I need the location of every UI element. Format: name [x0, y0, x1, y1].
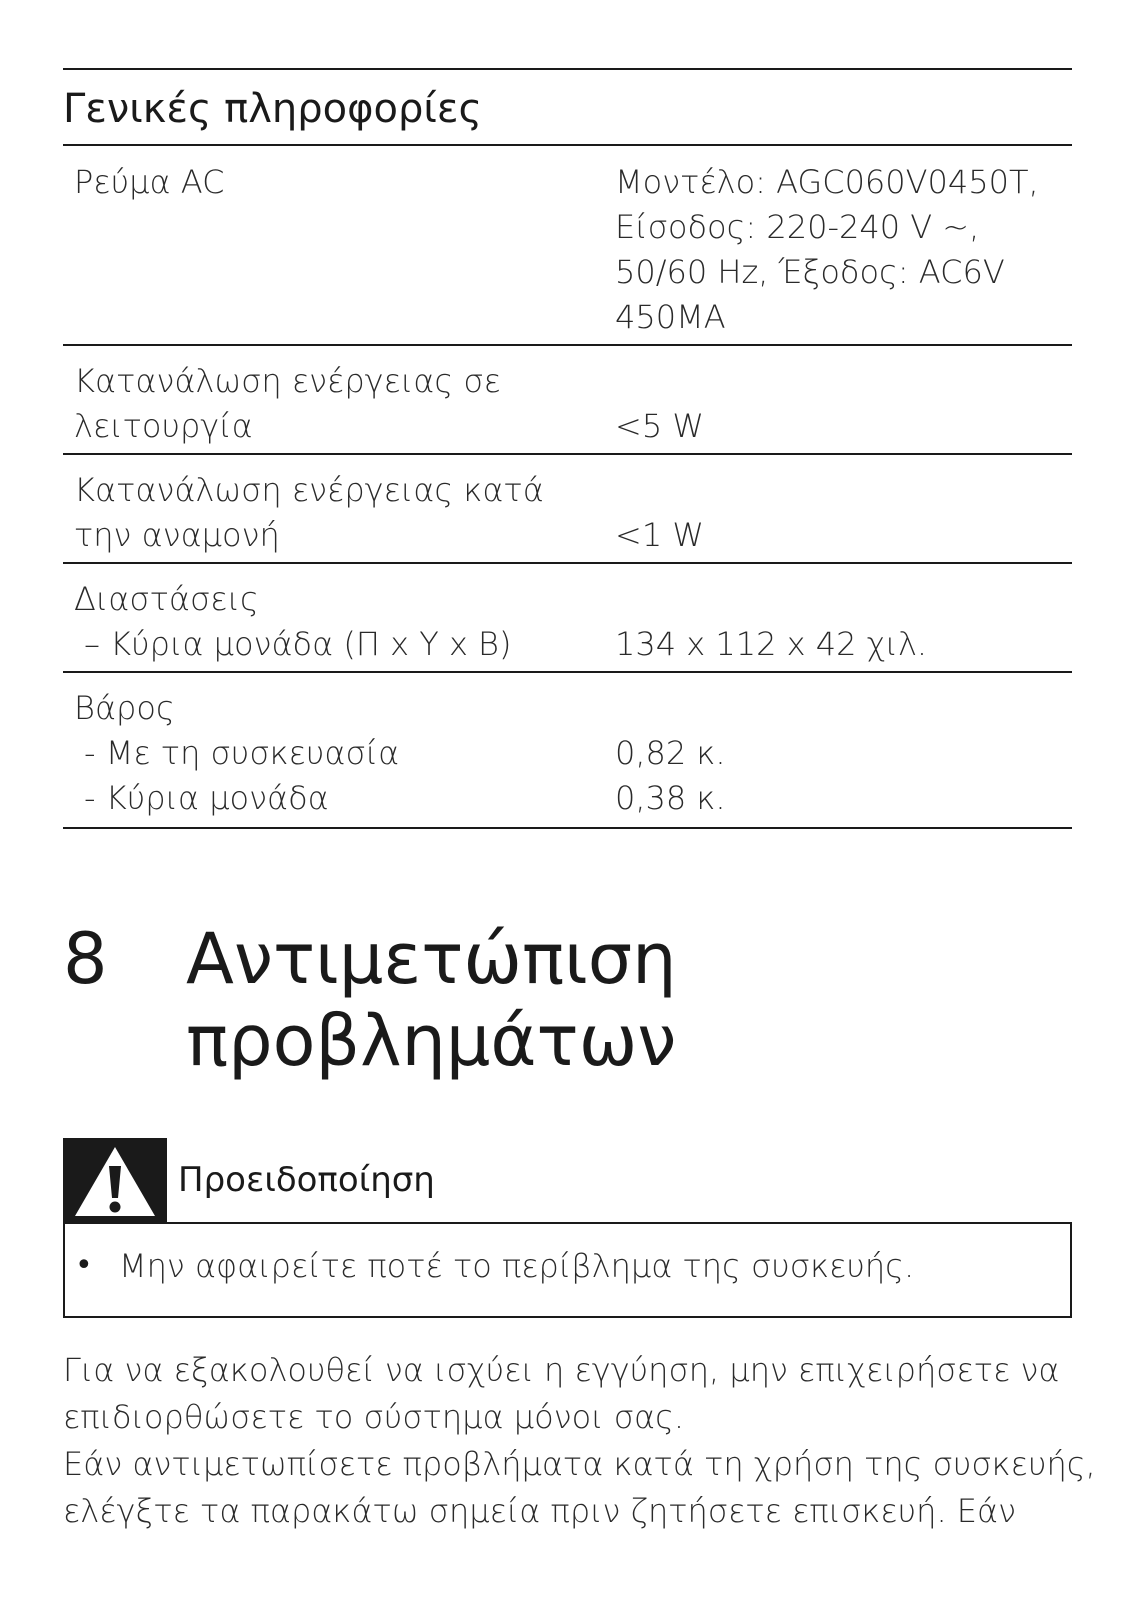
spec-label-line: Διαστάσεις	[74, 580, 259, 618]
spec-value-line: 134 x 112 x 42 χιλ.	[615, 625, 928, 663]
spec-label-line: Κατανάλωση ενέργειας σε	[74, 362, 501, 400]
spec-value-line: Είσοδος: 220-240 V ~,	[615, 208, 980, 246]
spec-value-line: Μοντέλο: AGC060V0450T,	[615, 163, 1039, 201]
spec-value	[615, 686, 1072, 827]
body-line: ελέγξτε τα παρακάτω σημεία πριν ζητήσετε επισκευή. Εάν	[63, 1492, 1016, 1530]
spec-value-line: <1 W	[615, 516, 704, 554]
warning-box	[63, 1138, 1072, 1318]
spec-value-line: 50/60 Hz, Έξοδος: AC6V	[615, 253, 1005, 291]
bullet-icon: •	[75, 1248, 93, 1283]
spec-value-line: <5 W	[615, 407, 704, 445]
spec-value	[615, 160, 1072, 344]
body-line: Εάν αντιμετωπίσετε προβλήματα κατά τη χρήση της συσκευής,	[63, 1445, 1096, 1483]
body-line: επιδιορθώσετε το σύστημα μόνοι σας.	[63, 1398, 685, 1436]
spec-label-line: – Κύρια μονάδα (Π x Υ x Β)	[84, 625, 512, 663]
body-paragraph	[63, 1347, 1096, 1535]
spec-label	[63, 160, 615, 344]
spec-row-dimensions	[63, 564, 1072, 673]
spec-table	[63, 68, 1072, 829]
spec-row-standby-power	[63, 455, 1072, 564]
spec-label-line: - Κύρια μονάδα	[84, 779, 329, 817]
spec-label-line: λειτουργία	[74, 407, 253, 445]
spec-label-line: Ρεύμα AC	[74, 163, 225, 201]
spec-value-line: 0,82 κ.	[615, 734, 726, 772]
spec-table-title-text: Γενικές πληροφορίες	[63, 86, 483, 132]
spec-value-line	[615, 359, 1072, 404]
spec-label	[63, 577, 615, 671]
spec-label-line: Βάρος	[74, 689, 175, 727]
chapter-heading	[63, 918, 677, 1082]
chapter-title-line: Αντιμετώπιση	[186, 918, 677, 1000]
spec-row-weight	[63, 673, 1072, 829]
spec-value-line	[615, 577, 1072, 622]
spec-value	[615, 577, 1072, 671]
spec-row-operating-power	[63, 346, 1072, 455]
spec-value-line	[615, 468, 1072, 513]
chapter-number: 8	[63, 918, 108, 1000]
spec-value	[615, 359, 1072, 453]
spec-table-title	[63, 68, 1072, 146]
spec-value	[615, 468, 1072, 562]
warning-header	[63, 1138, 1072, 1224]
body-line: Για να εξακολουθεί να ισχύει η εγγύηση, μην επιχειρήσετε να	[63, 1351, 1060, 1389]
spec-label	[63, 686, 615, 827]
spec-value-line	[615, 686, 1072, 731]
spec-label	[63, 359, 615, 453]
warning-triangle-icon	[63, 1138, 167, 1224]
spec-label	[63, 468, 615, 562]
warning-label: Προειδοποίηση	[178, 1160, 435, 1200]
warning-body	[63, 1222, 1072, 1318]
chapter-title-line: προβλημάτων	[186, 1000, 677, 1082]
spec-label-line: - Με τη συσκευασία	[84, 734, 400, 772]
spec-value-line: 450MA	[615, 298, 726, 336]
spec-label-line: Κατανάλωση ενέργειας κατά	[74, 471, 544, 509]
spec-row-ac-power	[63, 146, 1072, 346]
warning-text: Μην αφαιρείτε ποτέ το περίβλημα της συσκευής.	[119, 1247, 915, 1285]
chapter-title	[186, 918, 677, 1082]
spec-value-line: 0,38 κ.	[615, 779, 726, 817]
spec-label-line: την αναμονή	[74, 516, 280, 554]
